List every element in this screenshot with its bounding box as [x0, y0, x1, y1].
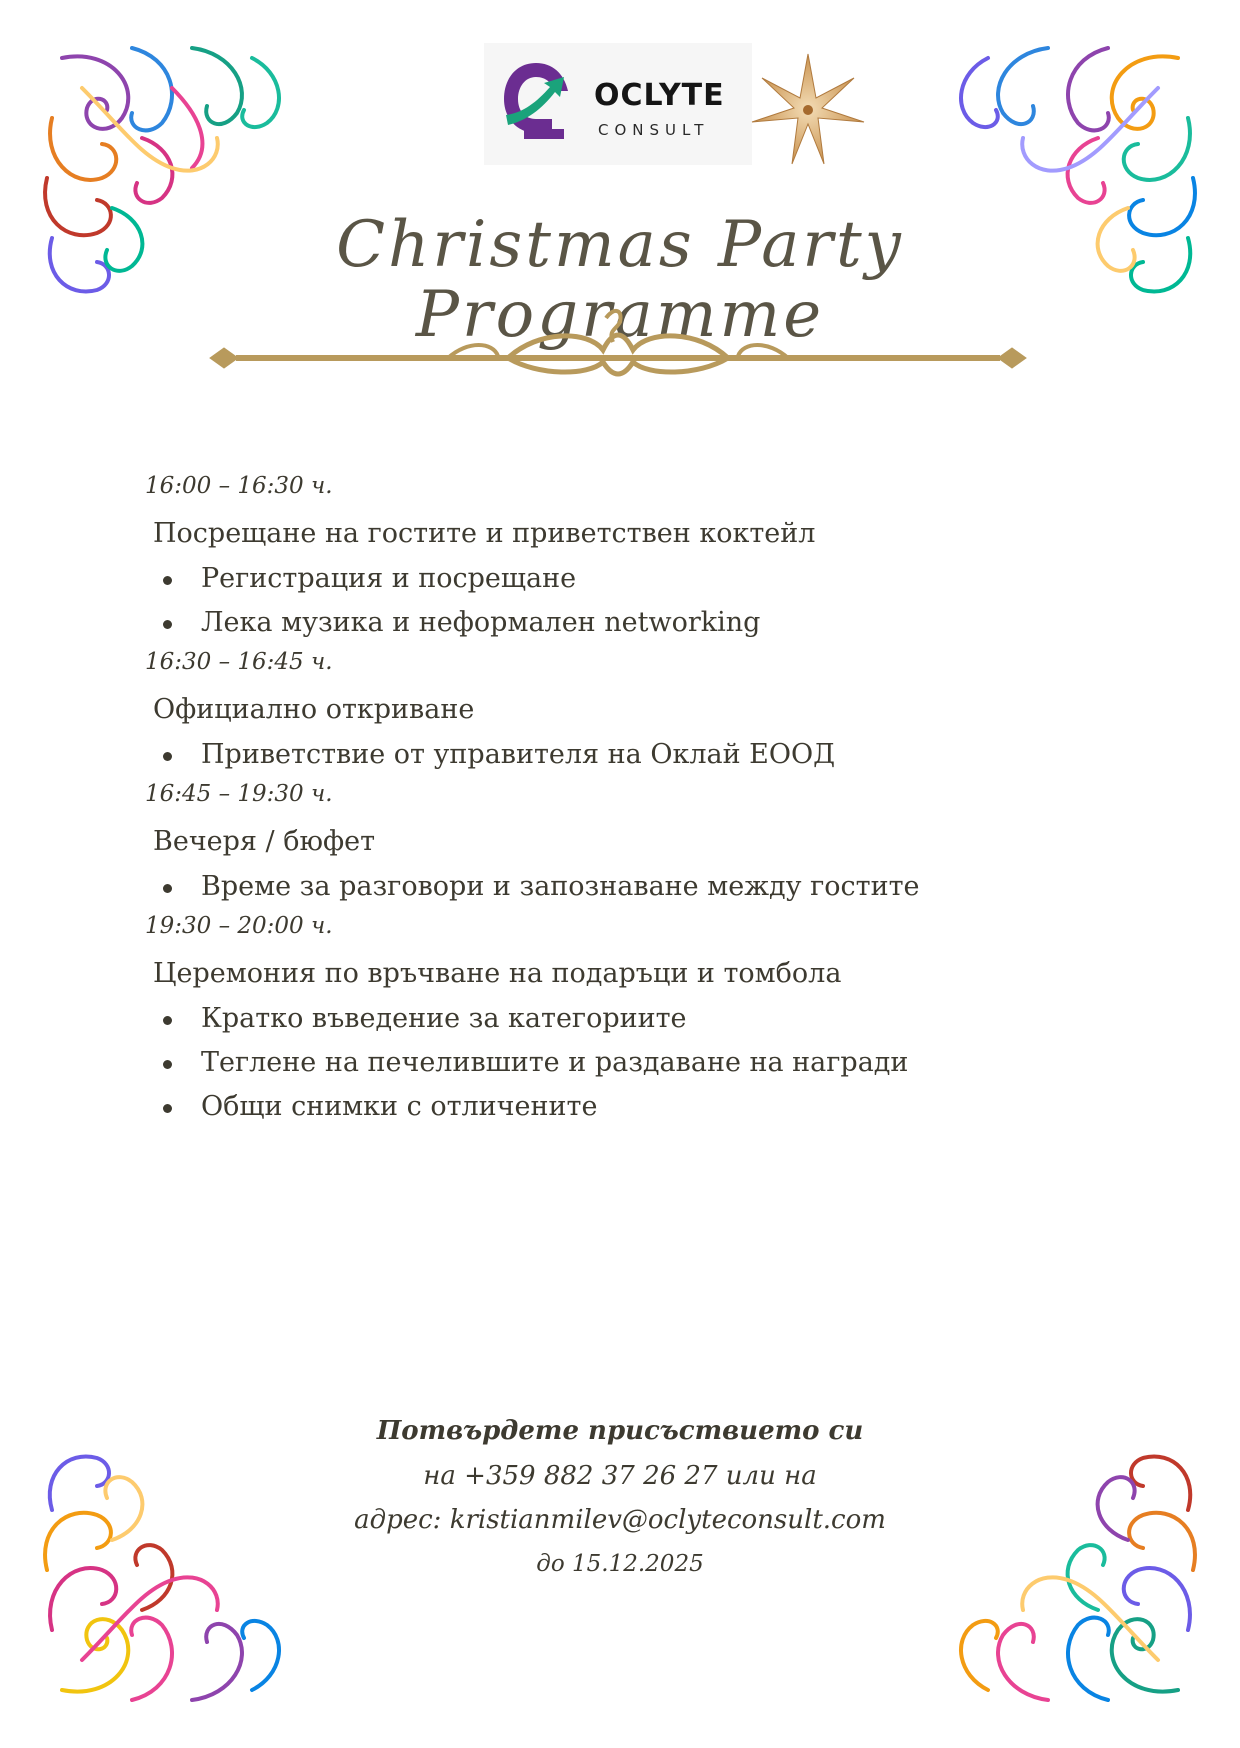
- bullet-icon: [163, 884, 172, 893]
- rsvp-deadline: до 15.12.2025: [536, 1551, 704, 1577]
- list-item: [145, 866, 1105, 910]
- list-item: [145, 1086, 1105, 1130]
- rsvp-section: [220, 1408, 1020, 1586]
- bullet-icon: [163, 576, 172, 585]
- programme-block: [145, 646, 1105, 778]
- bullet-icon: [163, 752, 172, 761]
- programme-list: [145, 470, 1105, 1130]
- time-slot: 16:30 – 16:45 ч.: [145, 649, 333, 675]
- session-items: [145, 734, 1105, 778]
- oclyte-logo-mark-icon: [498, 57, 574, 147]
- rsvp-title: Потвърдете присъствието си: [376, 1416, 864, 1446]
- bullet-icon: [163, 1060, 172, 1069]
- list-item: [145, 558, 1105, 602]
- list-item: [145, 734, 1105, 778]
- rsvp-email: адрес: kristianmilev@oclyteconsult.com: [354, 1505, 886, 1535]
- bullet-icon: [163, 1104, 172, 1113]
- item-text: Регистрация и посрещане: [201, 563, 577, 594]
- item-text: Общи снимки с отличените: [201, 1091, 598, 1122]
- page-title: Christmas Party Programme: [336, 208, 904, 353]
- programme-block: [145, 778, 1105, 910]
- rsvp-phone: на +359 882 37 26 27 или на: [423, 1461, 817, 1491]
- session-title: Вечеря / бюфет: [153, 826, 376, 857]
- company-logo: [484, 43, 752, 165]
- paper-star-icon: [750, 52, 866, 168]
- item-text: Теглене на печелившите и раздаване на награди: [201, 1047, 909, 1078]
- session-title: Посрещане на гостите и приветствен коктейл: [153, 518, 816, 549]
- time-slot: 16:45 – 19:30 ч.: [145, 781, 333, 807]
- list-item: [145, 998, 1105, 1042]
- session-title: Официално откриване: [153, 694, 475, 725]
- time-slot: 19:30 – 20:00 ч.: [145, 913, 333, 939]
- logo-name: OCLYTE: [594, 78, 725, 113]
- item-text: Лека музика и неформален networking: [201, 607, 761, 638]
- time-slot: 16:00 – 16:30 ч.: [145, 473, 333, 499]
- session-items: [145, 866, 1105, 910]
- session-items: [145, 558, 1105, 646]
- session-title: Церемония по връчване на подаръци и томбола: [153, 958, 842, 989]
- gold-flourish-divider-icon: [208, 300, 1028, 390]
- logo-tagline: CONSULT: [598, 121, 710, 139]
- bullet-icon: [163, 620, 172, 629]
- item-text: Приветствие от управителя на Оклай ЕООД: [201, 739, 836, 770]
- list-item: [145, 602, 1105, 646]
- bullet-icon: [163, 1016, 172, 1025]
- programme-block: [145, 470, 1105, 646]
- item-text: Кратко въведение за категориите: [201, 1003, 687, 1034]
- session-items: [145, 998, 1105, 1130]
- programme-block: [145, 910, 1105, 1130]
- item-text: Време за разговори и запознаване между гостите: [201, 871, 920, 902]
- list-item: [145, 1042, 1105, 1086]
